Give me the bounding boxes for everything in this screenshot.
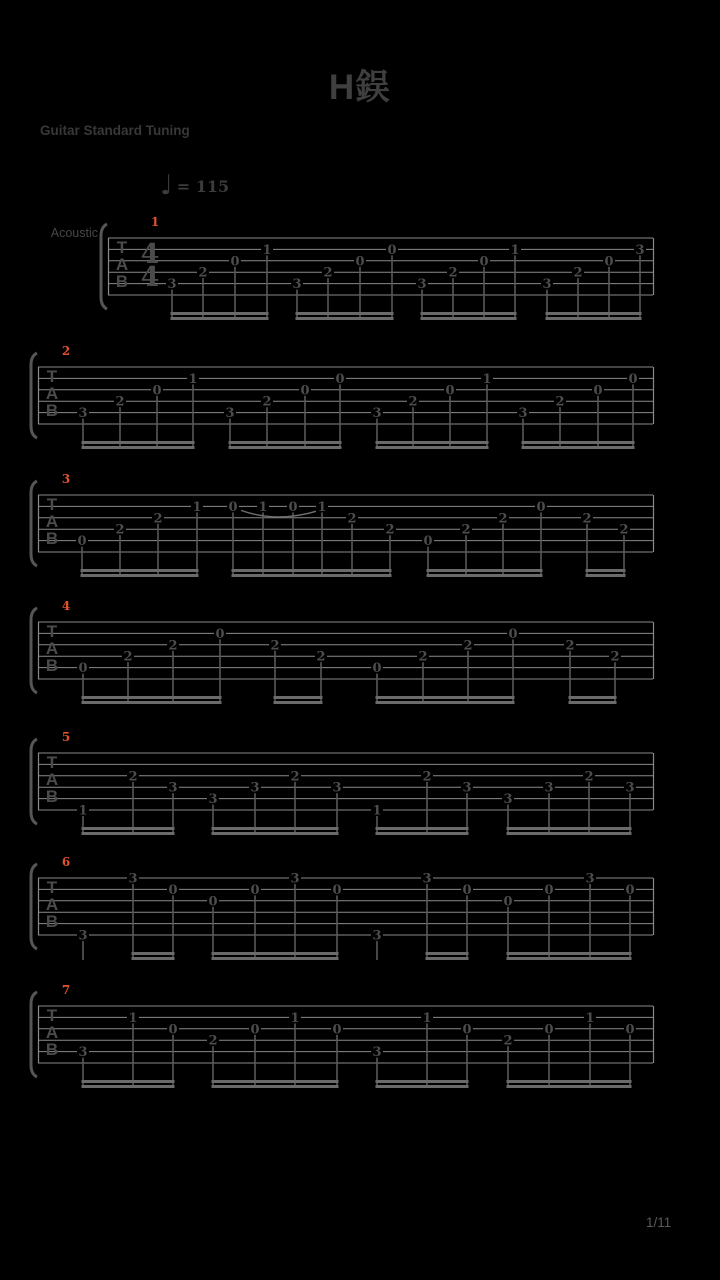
- beam: [376, 446, 489, 449]
- beam: [427, 574, 543, 577]
- beam: [82, 1085, 175, 1088]
- beam: [274, 701, 323, 704]
- beam: [426, 957, 469, 960]
- fret-number: 1: [192, 499, 202, 515]
- fret-number: 0: [78, 661, 88, 677]
- fret-number: 0: [215, 626, 225, 642]
- fret-number: 1: [78, 803, 88, 819]
- fret-number: 3: [208, 792, 218, 808]
- slur: [241, 510, 319, 517]
- tab-clef-letter: T: [46, 367, 58, 386]
- fret-number: 0: [628, 371, 638, 387]
- tab-system: [31, 599, 654, 704]
- system-bracket: [31, 481, 37, 566]
- beam: [229, 441, 342, 444]
- beam: [82, 441, 195, 444]
- fret-number: 1: [482, 371, 492, 387]
- fret-number: 3: [250, 780, 260, 796]
- fret-number: 0: [544, 1022, 554, 1038]
- fret-number: 2: [323, 265, 333, 281]
- fret-number: 1: [188, 371, 198, 387]
- fret-number: 3: [292, 277, 302, 293]
- fret-number: 2: [347, 511, 357, 527]
- beam: [212, 952, 339, 955]
- beam: [212, 1085, 339, 1088]
- fret-number: 2: [270, 638, 280, 654]
- tab-clef-letter: B: [45, 787, 59, 806]
- beam: [229, 446, 342, 449]
- measure-number: 3: [61, 472, 71, 486]
- beam: [82, 1080, 175, 1083]
- tab-clef-letter: B: [45, 1040, 59, 1059]
- fret-number: 0: [445, 383, 455, 399]
- tuning-label: Guitar Standard Tuning: [40, 123, 190, 138]
- fret-number: 3: [585, 871, 595, 887]
- fret-number: 0: [625, 882, 635, 898]
- fret-number: 3: [290, 871, 300, 887]
- measure-number: 7: [61, 983, 71, 997]
- system-bracket: [31, 608, 37, 693]
- beam: [507, 957, 632, 960]
- tab-system: [51, 215, 654, 320]
- measure-number: 5: [61, 730, 71, 744]
- beam: [586, 574, 626, 577]
- tab-clef-letter: A: [45, 639, 59, 658]
- fret-number: 0: [332, 1022, 342, 1038]
- fret-number: 3: [78, 406, 88, 422]
- beam: [569, 701, 617, 704]
- fret-number: 1: [585, 1010, 595, 1026]
- fret-number: 3: [372, 928, 382, 944]
- fret-number: 2: [418, 649, 428, 665]
- tab-system: [31, 344, 654, 449]
- fret-number: 0: [604, 254, 614, 270]
- fret-number: 0: [423, 534, 433, 550]
- beam: [82, 832, 175, 835]
- beam: [376, 827, 469, 830]
- fret-number: 2: [208, 1033, 218, 1049]
- beam: [522, 446, 635, 449]
- fret-number: 2: [385, 522, 395, 538]
- system-bracket: [31, 739, 37, 824]
- fret-number: 3: [518, 406, 528, 422]
- system-bracket: [31, 864, 37, 949]
- measure-number: 2: [61, 344, 71, 358]
- song-title: H鋘: [328, 68, 392, 107]
- beam: [171, 312, 269, 315]
- beam: [274, 696, 323, 699]
- fret-number: 0: [250, 882, 260, 898]
- tab-clef-letter: B: [45, 912, 59, 931]
- fret-number: 0: [503, 894, 513, 910]
- fret-number: 2: [198, 265, 208, 281]
- beam: [232, 574, 392, 577]
- fret-number: 2: [128, 769, 138, 785]
- beam: [586, 569, 626, 572]
- fret-number: 0: [625, 1022, 635, 1038]
- fret-number: 2: [422, 769, 432, 785]
- fret-number: 0: [355, 254, 365, 270]
- measure-number: 1: [150, 215, 160, 229]
- fret-number: 0: [288, 499, 298, 515]
- tab-clef-letter: A: [45, 895, 59, 914]
- system-bracket: [31, 353, 37, 438]
- fret-number: 3: [462, 780, 472, 796]
- tempo-value: = 115: [176, 177, 230, 196]
- tab-clef-letter: A: [45, 770, 59, 789]
- beam: [507, 1085, 632, 1088]
- fret-number: 0: [152, 383, 162, 399]
- tab-clef-letter: B: [115, 272, 129, 291]
- fret-number: 3: [372, 406, 382, 422]
- fret-number: 0: [300, 383, 310, 399]
- fret-number: 3: [417, 277, 427, 293]
- beam: [376, 1080, 469, 1083]
- tab-clef-letter: A: [45, 1023, 59, 1042]
- fret-number: 3: [78, 928, 88, 944]
- beam: [212, 957, 339, 960]
- tab-clef-letter: T: [46, 753, 58, 772]
- fret-number: 3: [625, 780, 635, 796]
- fret-number: 1: [128, 1010, 138, 1026]
- fret-number: 2: [582, 511, 592, 527]
- fret-number: 1: [317, 499, 327, 515]
- fret-number: 2: [408, 394, 418, 410]
- fret-number: 1: [372, 803, 382, 819]
- tab-clef-letter: A: [115, 255, 129, 274]
- fret-number: 0: [77, 534, 87, 550]
- fret-number: 0: [544, 882, 554, 898]
- fret-number: 0: [168, 882, 178, 898]
- tab-clef-letter: T: [116, 238, 128, 257]
- fret-number: 3: [332, 780, 342, 796]
- fret-number: 2: [262, 394, 272, 410]
- beam: [376, 1085, 469, 1088]
- fret-number: 2: [573, 265, 583, 281]
- fret-number: 1: [510, 242, 520, 258]
- fret-number: 0: [335, 371, 345, 387]
- beam: [507, 952, 632, 955]
- fret-number: 0: [387, 242, 397, 258]
- fret-number: 1: [258, 499, 268, 515]
- fret-number: 2: [448, 265, 458, 281]
- fret-number: 0: [208, 894, 218, 910]
- fret-number: 0: [230, 254, 240, 270]
- fret-number: 0: [462, 1022, 472, 1038]
- fret-number: 2: [555, 394, 565, 410]
- fret-number: 0: [168, 1022, 178, 1038]
- fret-number: 3: [167, 277, 177, 293]
- fret-number: 2: [498, 511, 508, 527]
- fret-number: 0: [508, 626, 518, 642]
- beam: [376, 696, 515, 699]
- beam: [132, 957, 175, 960]
- beam: [212, 1080, 339, 1083]
- beam: [376, 701, 515, 704]
- fret-number: 2: [153, 511, 163, 527]
- beam: [546, 317, 642, 320]
- beam: [507, 1080, 632, 1083]
- beam: [81, 569, 199, 572]
- tab-clef-letter: B: [45, 401, 59, 420]
- tab-clef-letter: A: [45, 512, 59, 531]
- beam: [507, 832, 632, 835]
- beam: [82, 696, 222, 699]
- beam: [296, 317, 394, 320]
- fret-number: 1: [262, 242, 272, 258]
- fret-number: 0: [250, 1022, 260, 1038]
- beam: [212, 827, 339, 830]
- fret-number: 2: [610, 649, 620, 665]
- beam: [81, 574, 199, 577]
- beam: [376, 832, 469, 835]
- beam: [546, 312, 642, 315]
- fret-number: 0: [332, 882, 342, 898]
- fret-number: 0: [462, 882, 472, 898]
- beam: [421, 312, 517, 315]
- fret-number: 2: [115, 522, 125, 538]
- fret-number: 2: [619, 522, 629, 538]
- fret-number: 3: [78, 1045, 88, 1061]
- measure-number: 4: [61, 599, 71, 613]
- tab-system: [31, 472, 654, 577]
- tab-system: [31, 983, 654, 1088]
- time-signature-denominator: 4: [140, 262, 160, 293]
- beam: [132, 952, 175, 955]
- fret-number: 3: [635, 242, 645, 258]
- tab-clef-letter: B: [45, 529, 59, 548]
- beam: [82, 827, 175, 830]
- tab-clef-letter: T: [46, 1006, 58, 1025]
- fret-number: 0: [228, 499, 238, 515]
- fret-number: 2: [584, 769, 594, 785]
- fret-number: 0: [479, 254, 489, 270]
- fret-number: 3: [544, 780, 554, 796]
- tab-clef-letter: A: [45, 384, 59, 403]
- tab-system: [31, 855, 654, 960]
- fret-number: 3: [168, 780, 178, 796]
- fret-number: 3: [372, 1045, 382, 1061]
- fret-number: 3: [128, 871, 138, 887]
- fret-number: 2: [461, 522, 471, 538]
- fret-number: 2: [123, 649, 133, 665]
- tab-system: [31, 730, 654, 835]
- fret-number: 0: [372, 661, 382, 677]
- beam: [421, 317, 517, 320]
- fret-number: 2: [290, 769, 300, 785]
- fret-number: 3: [422, 871, 432, 887]
- fret-number: 2: [463, 638, 473, 654]
- beam: [82, 446, 195, 449]
- beam: [296, 312, 394, 315]
- measure-number: 6: [61, 855, 71, 869]
- fret-number: 2: [565, 638, 575, 654]
- beam: [232, 569, 392, 572]
- fret-number: 2: [115, 394, 125, 410]
- page-indicator: 1/11: [646, 1215, 672, 1230]
- tab-clef-letter: T: [46, 622, 58, 641]
- system-bracket: [101, 224, 107, 309]
- beam: [82, 701, 222, 704]
- fret-number: 1: [290, 1010, 300, 1026]
- system-bracket: [31, 992, 37, 1077]
- fret-number: 0: [593, 383, 603, 399]
- tab-clef-letter: B: [45, 656, 59, 675]
- beam: [212, 832, 339, 835]
- beam: [507, 827, 632, 830]
- track-label: Acoustic: [50, 226, 98, 240]
- fret-number: 2: [316, 649, 326, 665]
- quarter-note-icon: ♩: [160, 170, 173, 201]
- fret-number: 1: [422, 1010, 432, 1026]
- fret-number: 2: [168, 638, 178, 654]
- fret-number: 3: [542, 277, 552, 293]
- tab-clef-letter: T: [46, 878, 58, 897]
- beam: [171, 317, 269, 320]
- fret-number: 3: [503, 792, 513, 808]
- beam: [569, 696, 617, 699]
- beam: [427, 569, 543, 572]
- fret-number: 0: [536, 499, 546, 515]
- beam: [376, 441, 489, 444]
- fret-number: 3: [225, 406, 235, 422]
- time-signature-numerator: 4: [140, 239, 160, 270]
- tab-clef-letter: T: [46, 495, 58, 514]
- beam: [522, 441, 635, 444]
- fret-number: 2: [503, 1033, 513, 1049]
- beam: [426, 952, 469, 955]
